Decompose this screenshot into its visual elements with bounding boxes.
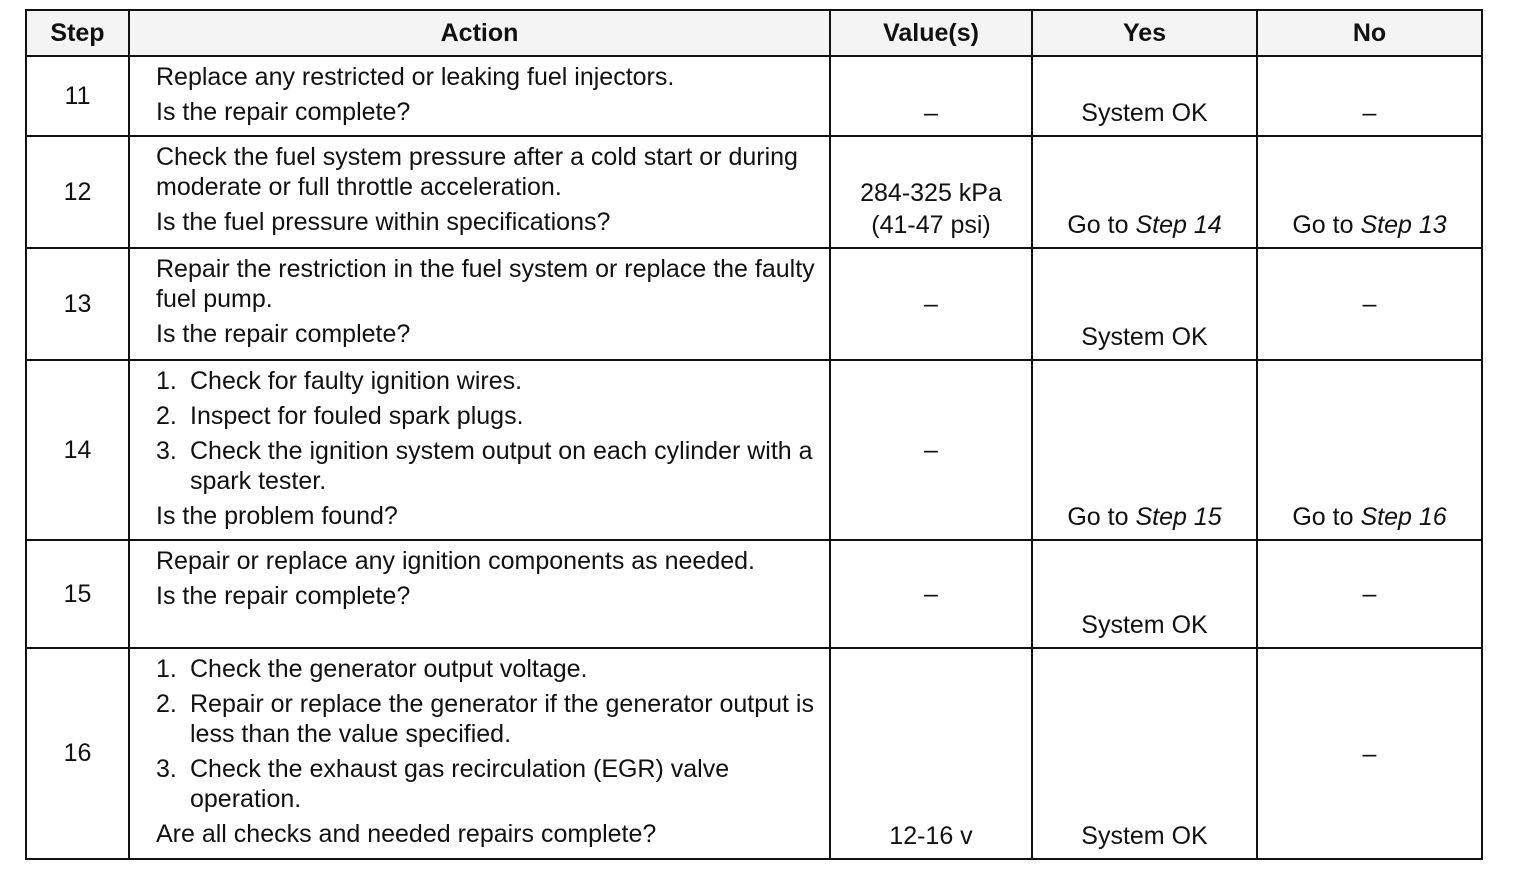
- header-step: Step: [26, 10, 129, 56]
- yes-cell: [1032, 360, 1257, 540]
- action-list-item: [156, 654, 817, 684]
- table-row: [26, 248, 1482, 360]
- table-row: [26, 360, 1482, 540]
- step-number: 11: [26, 56, 129, 136]
- action-question: Are all checks and needed repairs complete?: [156, 820, 657, 848]
- yes-step: Step 14: [1135, 211, 1222, 239]
- step-number: 14: [26, 360, 129, 540]
- table-row: [26, 136, 1482, 248]
- action-cell: [129, 248, 830, 360]
- action-line: Check the fuel system pressure after a cold start or during moderate or full throttle acceleration.: [156, 143, 798, 201]
- item-text: Check the generator output voltage.: [190, 655, 588, 683]
- action-question: Is the repair complete?: [156, 98, 411, 126]
- yes-text: Go to: [1067, 211, 1136, 239]
- diagnostic-table: [25, 9, 1483, 860]
- value-line: –: [924, 580, 938, 608]
- action-list-item: [156, 366, 817, 396]
- value-line: –: [924, 290, 938, 318]
- yes-cell: [1032, 56, 1257, 136]
- action-line: Repair or replace any ignition components as needed.: [156, 547, 755, 575]
- value-cell: [830, 360, 1032, 540]
- yes-text: System OK: [1081, 611, 1208, 639]
- action-question: Is the repair complete?: [156, 320, 411, 348]
- yes-text: System OK: [1081, 323, 1208, 351]
- no-text: Go to: [1292, 211, 1361, 239]
- header-row: [26, 10, 1482, 56]
- header-yes: Yes: [1032, 10, 1257, 56]
- yes-text: System OK: [1081, 822, 1208, 850]
- yes-cell: [1032, 648, 1257, 859]
- yes-text: Go to: [1067, 503, 1136, 531]
- action-question: Is the problem found?: [156, 502, 398, 530]
- no-text: –: [1362, 739, 1377, 768]
- item-number: 1.: [156, 655, 177, 683]
- step-number: 13: [26, 248, 129, 360]
- value-cell: [830, 648, 1032, 859]
- no-cell: [1257, 540, 1482, 648]
- item-number: 1.: [156, 367, 177, 395]
- action-cell: [129, 540, 830, 648]
- action-cell: [129, 136, 830, 248]
- value-cell: [830, 136, 1032, 248]
- action-list-item: [156, 436, 817, 496]
- value-line: 284-325 kPa: [860, 179, 1002, 207]
- item-number: 2.: [156, 690, 177, 718]
- no-text: Go to: [1292, 503, 1361, 531]
- no-text: –: [1362, 290, 1377, 318]
- header-action: Action: [129, 10, 830, 56]
- no-step: Step 16: [1360, 503, 1447, 531]
- no-cell: [1257, 56, 1482, 136]
- action-list-item: [156, 754, 817, 814]
- table-row: [26, 540, 1482, 648]
- value-line: 12-16 v: [889, 822, 973, 850]
- no-text: –: [1362, 99, 1377, 127]
- no-text: –: [1362, 580, 1377, 608]
- value-line: –: [924, 436, 938, 464]
- action-list-item: [156, 401, 817, 431]
- yes-cell: [1032, 136, 1257, 248]
- action-cell: [129, 56, 830, 136]
- header-no: No: [1257, 10, 1482, 56]
- item-number: 3.: [156, 437, 177, 465]
- no-cell: [1257, 136, 1482, 248]
- item-text: Inspect for fouled spark plugs.: [190, 402, 524, 430]
- item-text: Check for faulty ignition wires.: [190, 367, 523, 395]
- action-list-item: [156, 689, 817, 749]
- no-cell: [1257, 248, 1482, 360]
- no-cell: [1257, 360, 1482, 540]
- value-line: (41-47 psi): [871, 211, 991, 239]
- item-number: 3.: [156, 755, 177, 783]
- action-question: Is the fuel pressure within specifications?: [156, 208, 611, 236]
- step-number: 15: [26, 540, 129, 648]
- yes-cell: [1032, 248, 1257, 360]
- action-question: Is the repair complete?: [156, 582, 411, 610]
- header-values: Value(s): [830, 10, 1032, 56]
- table-row: [26, 56, 1482, 136]
- yes-step: Step 15: [1135, 503, 1222, 531]
- step-number: 16: [26, 648, 129, 859]
- step-number: 12: [26, 136, 129, 248]
- item-number: 2.: [156, 402, 177, 430]
- value-line: –: [924, 99, 938, 127]
- action-cell: [129, 648, 830, 859]
- item-text: Check the ignition system output on each cylinder with a spark tester.: [190, 437, 813, 495]
- item-text: Check the exhaust gas recirculation (EGR) valve operation.: [190, 755, 730, 813]
- action-line: Replace any restricted or leaking fuel injectors.: [156, 63, 675, 91]
- yes-text: System OK: [1081, 99, 1208, 127]
- no-cell: [1257, 648, 1482, 859]
- value-cell: [830, 248, 1032, 360]
- yes-cell: [1032, 540, 1257, 648]
- action-cell: [129, 360, 830, 540]
- table-row: [26, 648, 1482, 859]
- value-cell: [830, 540, 1032, 648]
- value-cell: [830, 56, 1032, 136]
- action-line: Repair the restriction in the fuel system or replace the faulty fuel pump.: [156, 255, 815, 313]
- item-text: Repair or replace the generator if the generator output is less than the value specified.: [190, 690, 814, 748]
- no-step: Step 13: [1360, 211, 1447, 239]
